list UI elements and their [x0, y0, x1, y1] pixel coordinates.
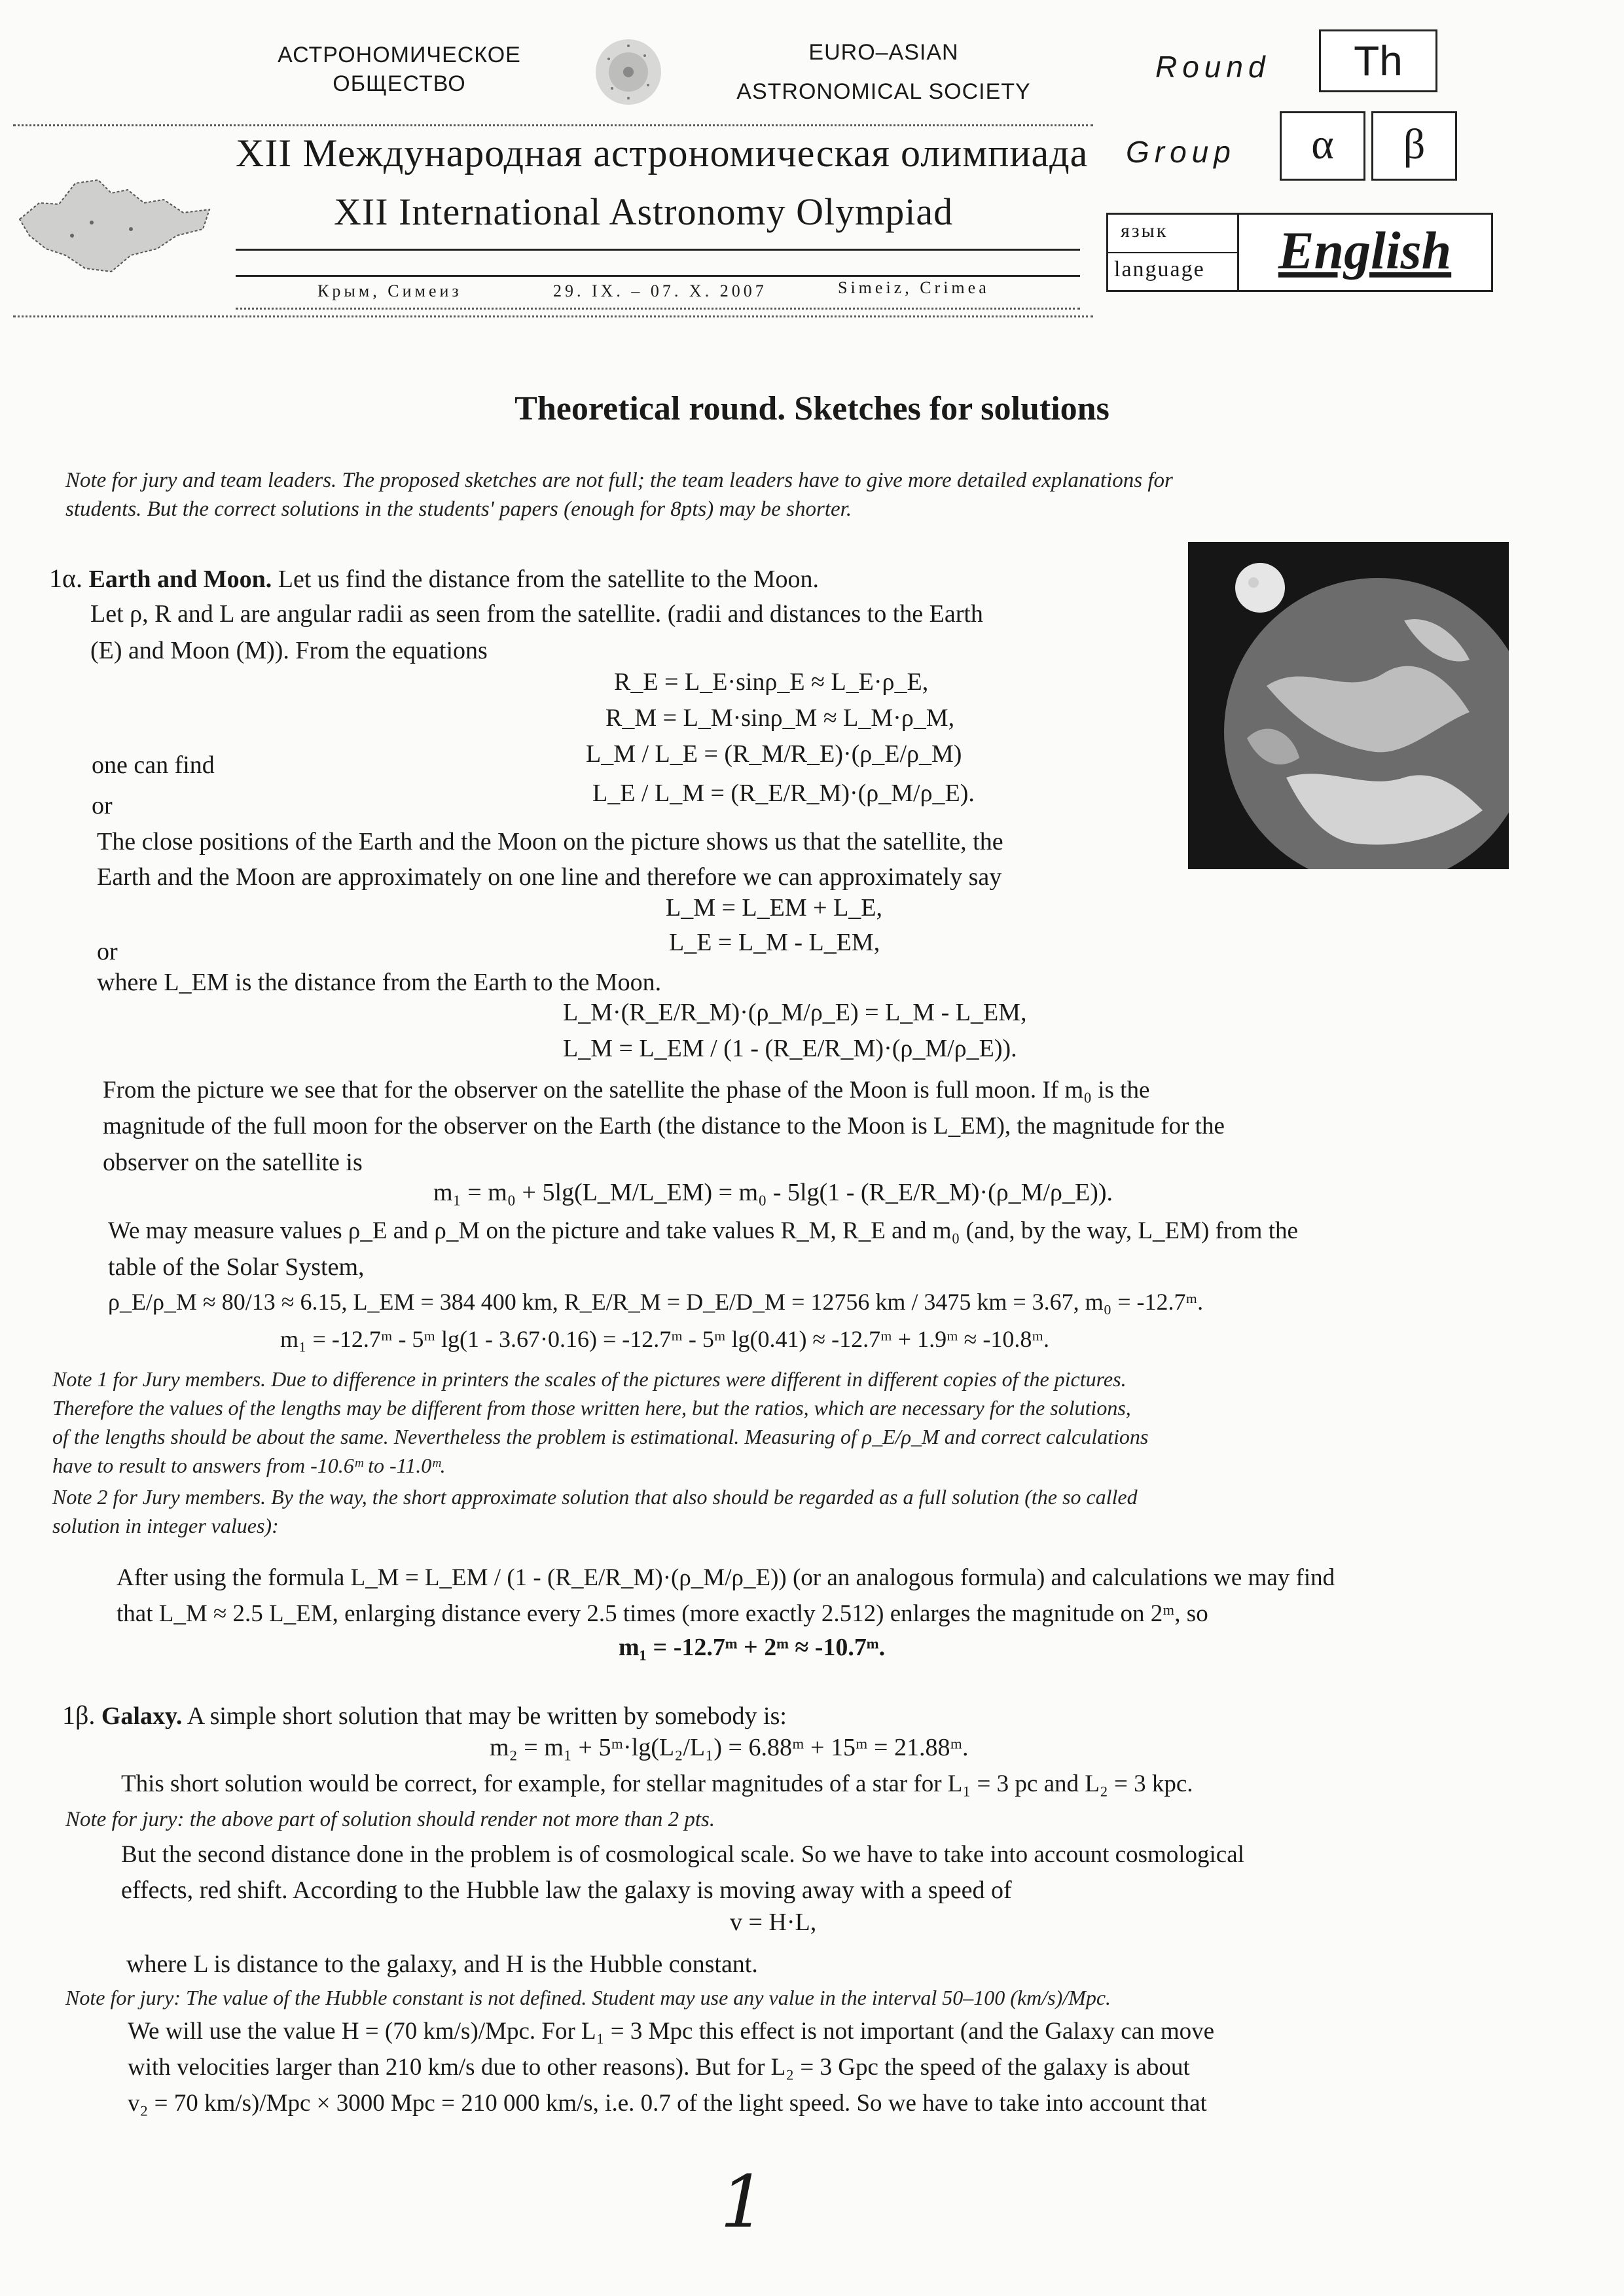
group-alpha-box: α [1280, 111, 1365, 181]
equation-11: m₁ = -12.7ᵐ - 5ᵐ lg(1 - 3.67·0.16) = -12.7ᵐ - 5ᵐ lg(0.41) ≈ -12.7ᵐ + 1.9ᵐ ≈ -10.8ᵐ. [280, 1326, 1050, 1352]
group-label: Group [1126, 135, 1236, 169]
language-box-divider [1237, 213, 1239, 290]
jury-note-2-l4: that L_M ≈ 2.5 L_EM, enlarging distance every 2.5 times (more exactly 2.512) enlarges the magnitude on 2ᵐ, so [117, 1600, 1208, 1627]
jury-note-3: Note for jury: the above part of solution should render not more than 2 pts. [65, 1808, 715, 1831]
problem-1a-heading: Earth and Moon. [88, 565, 272, 593]
problem-1a-text-l8: magnitude of the full moon for the observer on the Earth (the distance to the Moon is L_EM), the magnitude for the [103, 1113, 1225, 1139]
equation-6: L_E = L_M - L_EM, [669, 929, 880, 956]
jury-note-2-equation: m₁ = -12.7ᵐ + 2ᵐ ≈ -10.7ᵐ. [619, 1634, 886, 1661]
problem-1a-text-l3: (E) and Moon (M)). From the equations [90, 637, 488, 664]
problem-1a-number: 1α. [49, 564, 82, 593]
problem-1a-text-l11: table of the Solar System, [108, 1253, 365, 1281]
problem-1a-text-l6: where L_EM is the distance from the Earth to the Moon. [97, 969, 662, 996]
problem-1b-number: 1β. [62, 1700, 96, 1730]
problem-1b-text-l1: A simple short solution that may be written by somebody is: [187, 1702, 787, 1730]
problem-1a-text-l7: From the picture we see that for the observer on the satellite the phase of the Moon is full moon. If m₀ is the [103, 1077, 1150, 1103]
problem-1b-text-l8: v₂ = 70 km/s)/Mpc × 3000 Mpc = 210 000 km/s, i.e. 0.7 of the light speed. So we have to take into account that [128, 2090, 1207, 2117]
jury-note-2-l3: After using the formula L_M = L_EM / (1 - (R_E/R_M)·(ρ_M/ρ_E)) (or an analogous formula) and calculations we may find [117, 1564, 1335, 1591]
olympiad-dates: 29. IX. – 07. X. 2007 [553, 281, 767, 300]
equation-10: ρ_E/ρ_M ≈ 80/13 ≈ 6.15, L_EM = 384 400 km, R_E/R_M = D_E/D_M = 12756 km / 3475 km = 3.67, m₀ = -12.7ᵐ. [108, 1289, 1204, 1315]
language-value: English [1278, 221, 1452, 280]
org-en-name [713, 33, 1054, 111]
venue-en: Simeiz, Crimea [838, 278, 990, 297]
title-underline [236, 249, 1080, 251]
intro-note-line1: Note for jury and team leaders. The proposed sketches are not full; the team leaders have to give more detailed explanations for [65, 469, 1173, 492]
org-en-line2: ASTRONOMICAL SOCIETY [736, 79, 1031, 104]
equation-5: L_M = L_EM + L_E, [666, 894, 882, 922]
problem-1b-text-l3: But the second distance done in the problem is of cosmological scale. So we have to take into account cosmological [121, 1841, 1244, 1868]
header-bottom-dotted [13, 315, 1093, 317]
equation-8: L_M = L_EM / (1 - (R_E/R_M)·(ρ_M/ρ_E)). [563, 1035, 1017, 1062]
problem-1b-text-l7: with velocities larger than 210 km/s due to other reasons). But for L₂ = 3 Gpc the speed of the galaxy is about [128, 2054, 1190, 2081]
earth-moon-photo [1188, 542, 1509, 869]
crimea-map-icon [13, 157, 216, 288]
equation-12: m₂ = m₁ + 5ᵐ·lg(L₂/L₁) = 6.88ᵐ + 15ᵐ = 21.88ᵐ. [490, 1734, 969, 1761]
problem-1b-text-l5: where L is distance to the galaxy, and H is the Hubble constant. [126, 1950, 758, 1978]
problem-1a-text-l9: observer on the satellite is [103, 1149, 363, 1176]
problem-1a-text-l2: Let ρ, R and L are angular radii as seen from the satellite. (radii and distances to the Earth [90, 600, 983, 628]
jury-note-1-l2: Therefore the values of the lengths may be different from those written here, but the ratios, which are necessary for the solutions, [52, 1396, 1131, 1420]
equation-7: L_M·(R_E/R_M)·(ρ_M/ρ_E) = L_M - L_EM, [563, 999, 1027, 1026]
venue-divider-dotted [236, 308, 1080, 310]
problem-1a-line1 [49, 562, 819, 596]
problem-1a-text-l5: Earth and the Moon are approximately on one line and therefore we can approximately say [97, 863, 1002, 891]
title-ru: XII Международная астрономическая олимпиада [236, 132, 1089, 175]
problem-1a-text-l1: Let us find the distance from the satellite to the Moon. [278, 565, 820, 593]
society-logo [589, 33, 668, 111]
language-label-en: language [1114, 257, 1205, 281]
equation-2: R_M = L_M·sinρ_M ≈ L_M·ρ_M, [605, 704, 955, 732]
problem-1b-text-l4: effects, red shift. According to the Hubble law the galaxy is moving away with a speed of [121, 1876, 1012, 1904]
group-beta-box: β [1371, 111, 1457, 181]
org-en-line1: EURO–ASIAN [808, 40, 959, 65]
venue-ru: Крым, Симеиз [317, 281, 462, 300]
equation-13: v = H·L, [730, 1909, 817, 1936]
org-ru-name [262, 41, 537, 98]
round-label: Round [1155, 50, 1271, 84]
equation-1: R_E = L_E·sinρ_E ≈ L_E·ρ_E, [614, 668, 929, 696]
language-box-hdivider [1106, 252, 1237, 253]
jury-note-2-l1: Note 2 for Jury members. By the way, the short approximate solution that also should be regarded as a full solution (the so called [52, 1485, 1138, 1509]
equation-3: L_M / L_E = (R_M/R_E)·(ρ_E/ρ_M) [586, 740, 962, 768]
intro-note [65, 466, 1545, 524]
round-value-box: Th [1319, 29, 1437, 92]
one-can-find: one can find [92, 751, 215, 779]
jury-note-2-l2: solution in integer values): [52, 1514, 279, 1537]
problem-1b-text-l2: This short solution would be correct, for example, for stellar magnitudes of a star for L₁ = 3 pc and L₂ = 3 kpc. [121, 1770, 1193, 1797]
equation-9: m₁ = m₀ + 5lg(L_M/L_EM) = m₀ - 5lg(1 - (R_E/R_M)·(ρ_M/ρ_E)). [433, 1179, 1113, 1206]
problem-1a-text-l10: We may measure values ρ_E and ρ_M on the picture and take values R_M, R_E and m₀ (and, by the way, L_EM) from the [108, 1217, 1298, 1244]
org-ru-line2: ОБЩЕСТВО [333, 71, 466, 96]
jury-note-1-l1: Note 1 for Jury members. Due to difference in printers the scales of the pictures were different in different copies of the pictures. [52, 1367, 1127, 1391]
jury-note-1-l3: of the lengths should be about the same. Nevertheless the problem is estimational. Measuring of ρ_E/ρ_M and correct calculations [52, 1425, 1149, 1448]
or-1: or [92, 792, 113, 819]
title-underline-2 [236, 275, 1080, 277]
problem-1b-line1 [62, 1698, 787, 1733]
problem-1b-heading: Galaxy. [101, 1702, 183, 1730]
problem-1a-text-l4: The close positions of the Earth and the Moon on the picture shows us that the satellite, the [97, 828, 1003, 855]
or-2: or [97, 938, 118, 965]
title-en: XII International Astronomy Olympiad [334, 190, 954, 233]
language-label-ru: язык [1121, 220, 1168, 242]
page-title: Theoretical round. Sketches for solutions [514, 390, 1110, 427]
jury-note-2 [52, 1482, 1571, 1540]
jury-note-4: Note for jury: The value of the Hubble constant is not defined. Student may use any value in the interval 50–100 (km/s)/Mpc. [65, 1986, 1111, 2009]
jury-note-1-l4: have to result to answers from -10.6ᵐ to -11.0ᵐ. [52, 1454, 446, 1477]
problem-1b-text-l6: We will use the value H = (70 km/s)/Mpc. For L₁ = 3 Mpc this effect is not important (and the Galaxy can move [128, 2018, 1215, 2045]
jury-note-1 [52, 1365, 1571, 1480]
org-ru-line1: АСТРОНОМИЧЕСКОЕ [278, 43, 521, 67]
equation-4: L_E / L_M = (R_E/R_M)·(ρ_M/ρ_E). [592, 780, 975, 807]
page-number: 1 [720, 2160, 766, 2244]
header-divider-dotted [13, 124, 1093, 126]
intro-note-line2: students. But the correct solutions in the students' papers (enough for 8pts) may be shorter. [65, 497, 852, 521]
